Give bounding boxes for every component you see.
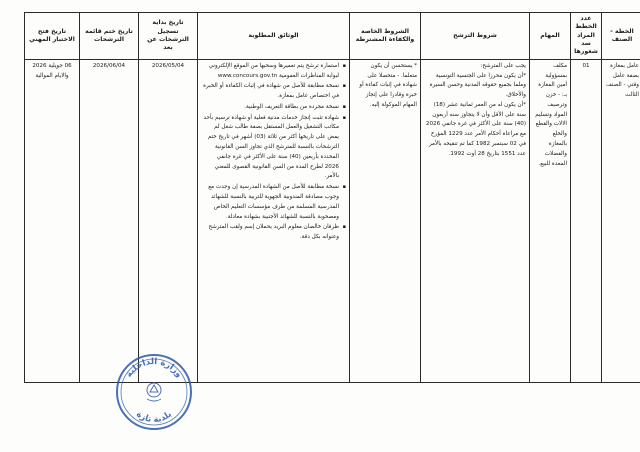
stamp-bottom-text: بلدية تازة	[134, 409, 174, 426]
list-item: ▪ نسخة مطابقة للأصل من شهادة في إثبات الكفاءة أو الخبرة في اختصاص عامل بمغازة.	[201, 82, 339, 102]
official-stamp-icon	[114, 352, 194, 432]
cell-count: 01	[571, 59, 602, 382]
header-post: الخطة - الصنف	[602, 13, 640, 60]
cell-post: عامل بمغازة بصفة عامل وقتي - الصنف الثالث	[602, 59, 640, 382]
header-exam-date: تاريخ فتح الاختبار المهني	[25, 13, 80, 60]
header-close-date: تاريخ ختم قائمة الترشحات	[80, 13, 139, 60]
svg-text:بلدية تازة	[134, 409, 174, 425]
condition-line: *أن يكون محرزا على الجنسية التونسية وملما بجميع حقوقه المدنية وحسن السيرة والأخلاق.	[429, 72, 526, 99]
stamp-emblem-icon	[147, 383, 161, 401]
stamp-top-text: وزارة الداخلية	[124, 356, 184, 380]
list-item: ▪ شهادة تثبت إنجاز خدمات مدنية فعلية أو شهادة ترسيم بأحد مكاتب التشغيل والعمل المستقل بصفة طالب شغل لم يمض على تاريخها أكثر من ثلاثة (03) أشهر في تاريخ ختم الترشحات بالنسبة للمترشح الذي تجاوز السن القانونية المحددة بأربعين (40) سنة على الأكثر في غرة جانفي 2026 لطرح المدة من السن القانونية القصوى للمعني بالأمر.	[201, 114, 339, 182]
header-row	[25, 13, 640, 60]
list-item: ▪ استمارة ترشح يتم تعميرها وسحبها من الموقع الإلكتروني لبوابة المناظرات العمومية www.concours.gov.tn	[201, 62, 339, 82]
header-count: عدد الخطط المراد سد شغورها	[571, 13, 602, 60]
condition-line: *أن يكون له من العمر ثمانية عشر (18) سنة على الأقل وأن لا يتجاوز سنه أربعون (40) سنة على الأكثر في غرة جانفي 2026 مع مراعاة أحكام الأمر عدد 1229 المؤرخ في 02 سبتمبر 1982 كما تم تنقيحه بالأمر عدد 1551 بتاريخ 28 أوت 1992.	[425, 101, 526, 157]
list-item: ▪ نسخة مجردة من بطاقة التعريف الوطنية.	[201, 103, 339, 113]
header-docs: الوثائق المطلوبة	[198, 13, 350, 60]
cell-extra: * يستحسن أن يكون متعلما. - متحصلا على شهادة في إثبات كفاءة أو خبرة وقادرا على إنجاز المهام الموكولة إليه.	[350, 59, 421, 382]
recruitment-table	[24, 12, 640, 383]
condition-line: يجب على المترشح:	[480, 62, 526, 69]
header-open-date: تاريخ بداية تسجيل الترشحات عن بعد	[139, 13, 198, 60]
header-conditions: شروط الترشح	[421, 13, 530, 60]
table-row	[25, 59, 640, 382]
cell-docs	[198, 59, 350, 382]
header-tasks: المهام	[530, 13, 571, 60]
cell-close-date: 2026/06/04	[80, 59, 139, 382]
cell-open-date: 2026/05/04	[139, 59, 198, 382]
docs-list	[201, 62, 346, 243]
list-item: ▪ نسخة مطابقة للأصل من الشهادة المدرسية إن وجدت مع وجوب مصادقة المندوبية الجهوية للتربية بالنسبة للشهائد المدرسية المسلمة من طرف مؤسسات التعليم الخاص ومصحوبة بالنسبة للشهائد الأجنبية بشهادة معادلة.	[201, 183, 339, 222]
cell-conditions	[421, 59, 530, 382]
list-item: ▪ ظرفان خالصان معلوم البريد يحملان إسم ولقب المترشح وعنوانه بكل دقة.	[201, 223, 339, 243]
header-extra: الشروط الخاصة والكفاءة المشترطة	[350, 13, 421, 60]
cell-tasks: مكلف بمسؤولية أمين المغازة بـ: - خزن وترصيف المواد وتسليم الالات والقطع والخلع بالمغازة والفضلات المعدة للبيع.	[530, 59, 571, 382]
cell-exam-date: 06 جويلية 2026 والايام الموالية	[25, 59, 80, 382]
